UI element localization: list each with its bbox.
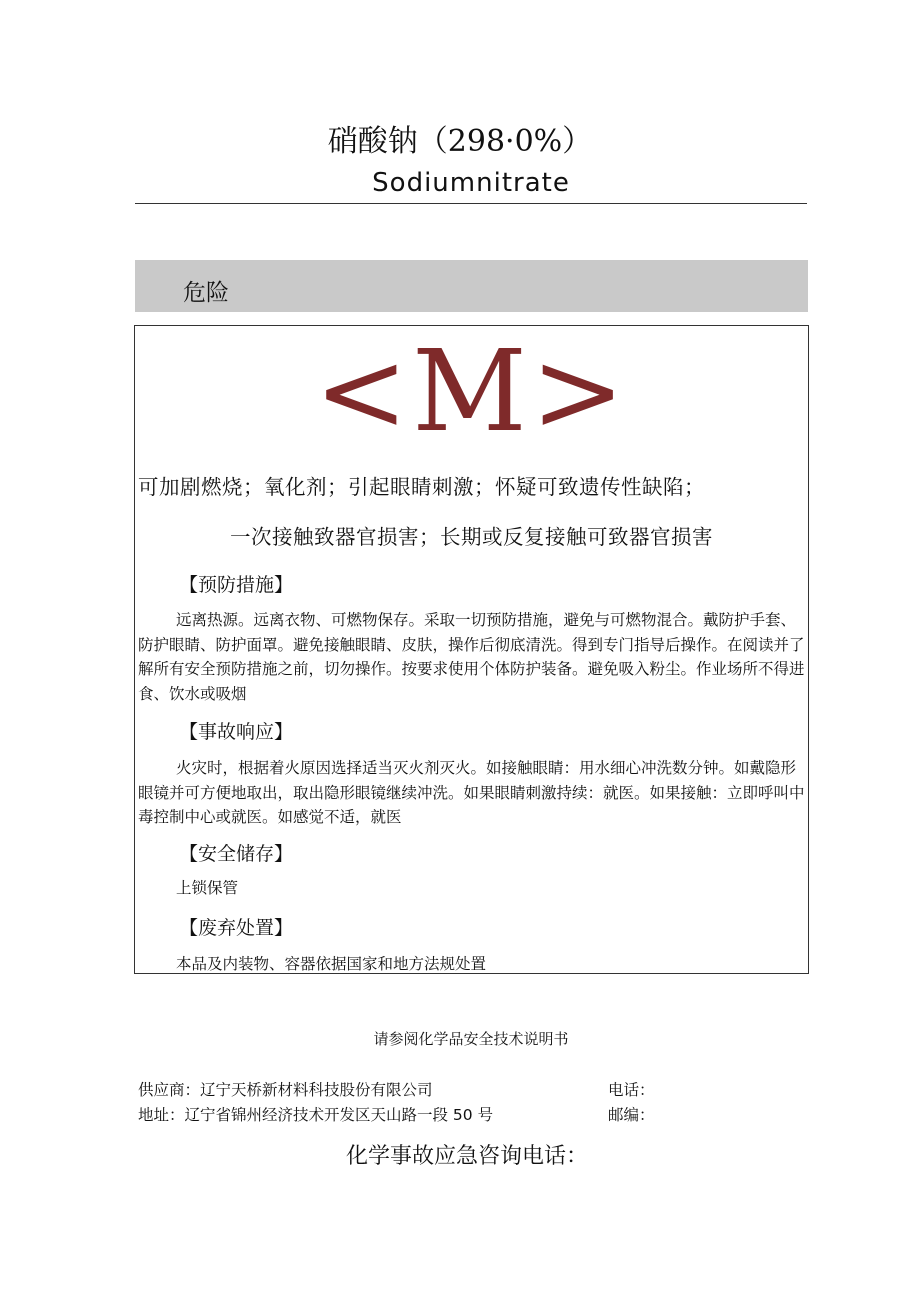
section-heading-storage: 【安全储存】	[179, 843, 294, 865]
hazard-statement-2: 一次接触致器官损害；长期或反复接触可致器官损害	[230, 525, 713, 549]
product-title-chinese: 硝酸钠（298·0%）	[327, 124, 593, 159]
signal-word: 危险	[183, 280, 229, 306]
section-text-disposal: 本品及内装物、容器依据国家和地方法规处置	[176, 955, 487, 973]
section-heading-prevention: 【预防措施】	[179, 574, 294, 596]
hazard-statement-1: 可加剧燃烧；氧化剂；引起眼睛刺激；怀疑可致遗传性缺陷；	[138, 475, 705, 499]
emergency-phone-line: 化学事故应急咨询电话：	[345, 1144, 588, 1169]
address-line: 地址：辽宁省锦州经济技术开发区天山路一段 50 号	[138, 1106, 494, 1124]
title-divider	[135, 203, 807, 204]
section-heading-disposal: 【废弃处置】	[179, 917, 294, 939]
product-title-english: Sodiumnitrate	[372, 168, 570, 198]
postcode-label: 邮编：	[608, 1106, 655, 1124]
label-content-box	[134, 325, 809, 974]
phone-label: 电话：	[608, 1081, 655, 1099]
section-text-prevention: 远离热源。远离衣物、可燃物保存。采取一切预防措施，避免与可燃物混合。戴防护手套、防护眼睛、防护面罩。避免接触眼睛、皮肤，操作后彻底清洗。得到专门指导后操作。在阅读并了解所有安全预防措施之前，切勿操作。按要求使用个体防护装备。避免吸入粉尘。作业场所不得进食、饮水或吸烟	[138, 611, 805, 703]
section-text-storage: 上锁保管	[176, 879, 239, 897]
sds-reference-note: 请参阅化学品安全技术说明书	[373, 1030, 569, 1048]
supplier-line: 供应商：辽宁天桥新材料科技股份有限公司	[138, 1081, 433, 1099]
section-heading-response: 【事故响应】	[179, 721, 294, 743]
hazard-pictogram: <M>	[314, 327, 629, 457]
section-text-response: 火灾时，根据着火原因选择适当灭火剂灭火。如接触眼睛：用水细心冲洗数分钟。如戴隐形眼镜并可方便地取出，取出隐形眼镜继续冲洗。如果眼睛刺激持续：就医。如果接触：立即呼叫中毒控制中心或就医。如感觉不适，就医	[138, 759, 805, 826]
signal-word-bar	[135, 260, 808, 312]
